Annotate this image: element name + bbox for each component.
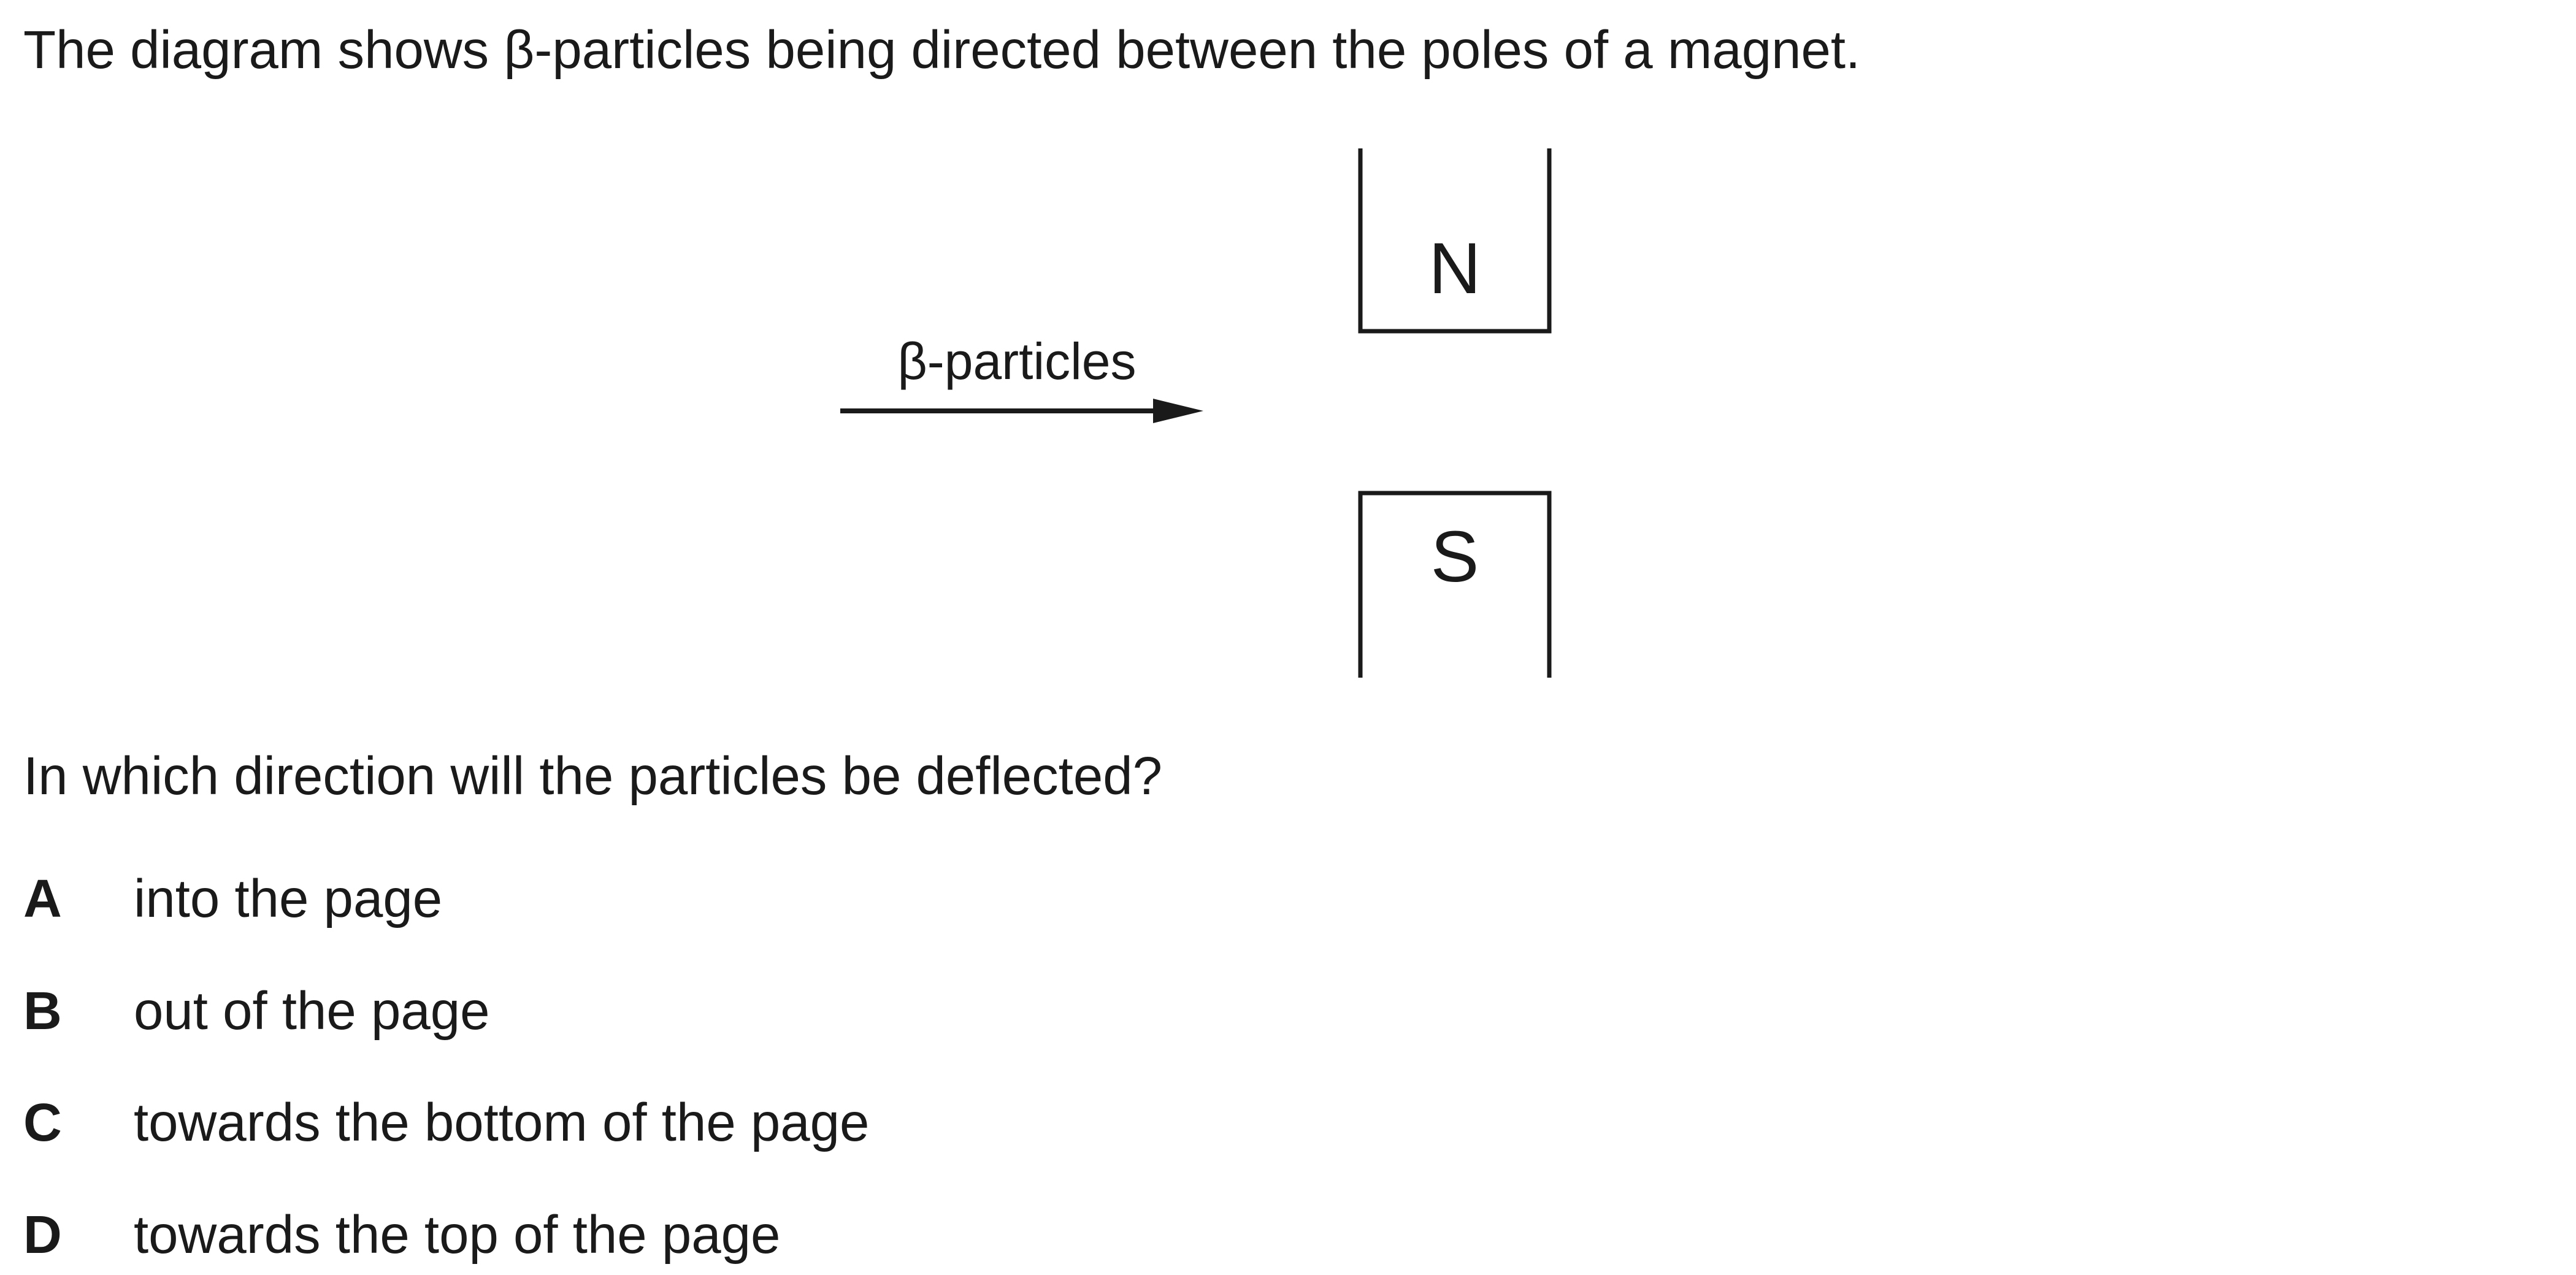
option-letter: B xyxy=(23,981,62,1041)
particle-beam-arrowhead xyxy=(1153,399,1203,423)
particle-label: β-particles xyxy=(897,332,1137,390)
option-letter: A xyxy=(23,869,62,928)
option-letter: C xyxy=(23,1093,62,1152)
north-pole-label: N xyxy=(1428,228,1481,309)
option-text: out of the page xyxy=(134,981,490,1041)
option-text: towards the bottom of the page xyxy=(134,1093,870,1152)
south-pole-label: S xyxy=(1430,516,1479,597)
option-text: into the page xyxy=(134,869,443,928)
intro-text: The diagram shows β-particles being directed between the poles of a magnet. xyxy=(23,20,1861,80)
option-letter: D xyxy=(23,1205,62,1265)
option-text: towards the top of the page xyxy=(134,1205,781,1265)
question-text: In which direction will the particles be deflected? xyxy=(23,746,1162,806)
